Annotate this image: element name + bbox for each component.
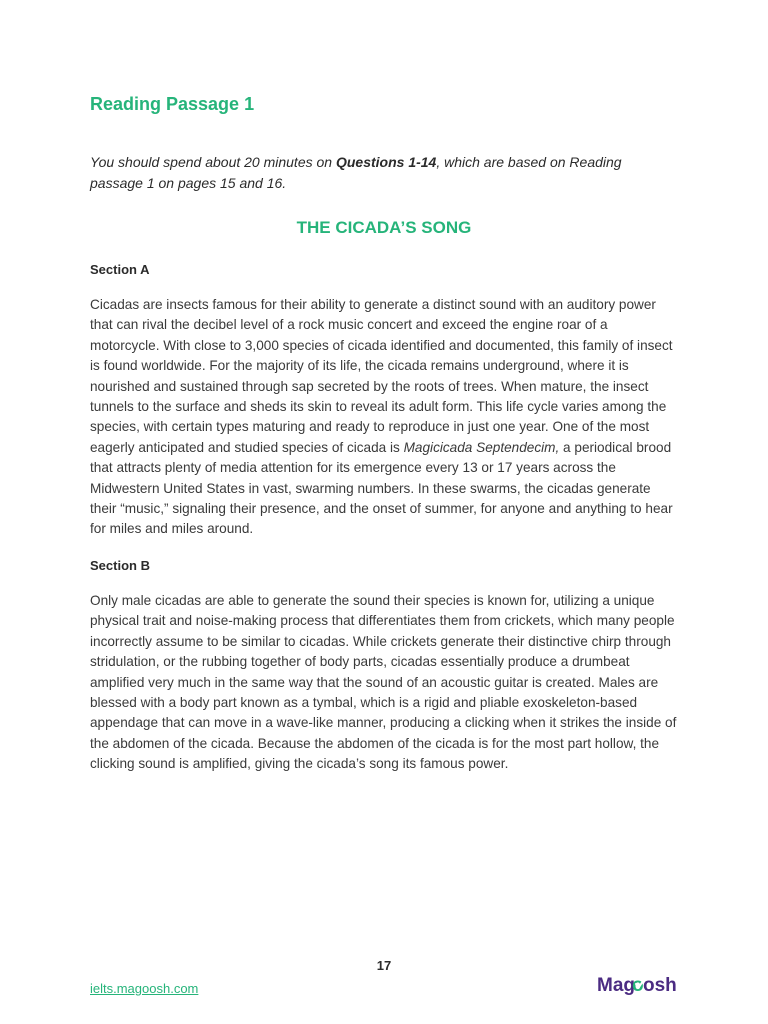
magoosh-logo-icon bbox=[597, 972, 681, 998]
section-a-species-name: Magicicada Septendecim, bbox=[403, 439, 560, 455]
section-a-text-2: a periodical brood that attracts plenty of media attention for its emergence every 13 or 17 years across the Midwestern United States in vast, swarming numbers. In these swarms, the cicadas generate their “music,” signaling their presence, and the onset of summer, for anyone and anything to hear for miles and miles around. bbox=[90, 439, 673, 537]
svg-text:Mag: Mag bbox=[597, 975, 635, 996]
section-a-text-1: Cicadas are insects famous for their ability to generate a distinct sound with an auditory power that can rival the decibel level of a rock music concert and exceed the engine roar of a motorcycle. With close to 3,000 species of cicada identified and documented, this family of insect is found worldwide. For the majority of its life, the cicada remains underground, where it is nourished and sustained through sap secreted by the roots of trees. When mature, the insect tunnels to the surface and sheds its skin to reveal its adult form. This life cycle varies among the species, with certain types maturing and ready to reproduce in just one year. One of the most eagerly anticipated and studied species of cicada is bbox=[90, 297, 673, 455]
instructions-suffix: , which are based on Reading passage 1 on pages 15 and 16. bbox=[90, 154, 622, 191]
svg-text:osh: osh bbox=[643, 975, 677, 996]
magoosh-logo bbox=[597, 972, 681, 998]
passage-title: THE CICADA’S SONG bbox=[296, 218, 472, 237]
section-b-paragraph: Only male cicadas are able to generate the sound their species is known for, utilizing a unique physical trait and noise-making process that differentiates them from crickets, which many people incorrectly assume to be similar to cicadas. While crickets generate their distinctive chirp through stridulation, or the rubbing together of body parts, cicadas essentially produce a drumbeat amplified very much in the same way that the sound of an acoustic guitar is created. Males are blessed with a body part known as a tymbal, which is a rigid and pliable exoskeleton-based appendage that can move in a wave-like manner, producing a clicking when it strikes the inside of the abdomen of the cicada. Because the abdomen of the cicada is for the most part hollow, the clicking sound is amplified, giving the cicada’s song its famous power. bbox=[90, 593, 677, 772]
footer-website-link[interactable]: ielts.magoosh.com bbox=[90, 981, 199, 996]
page-number: 17 bbox=[376, 958, 392, 973]
instructions-questions: Questions 1-14 bbox=[335, 154, 437, 170]
instructions bbox=[90, 152, 678, 194]
instructions-prefix: You should spend about 20 minutes on bbox=[90, 154, 336, 170]
svg-text:o: o bbox=[632, 975, 644, 996]
passage-heading: Reading Passage 1 bbox=[90, 94, 255, 114]
section-b-label: Section B bbox=[90, 558, 150, 573]
section-a-label: Section A bbox=[90, 262, 150, 277]
section-a-paragraph bbox=[90, 295, 680, 540]
